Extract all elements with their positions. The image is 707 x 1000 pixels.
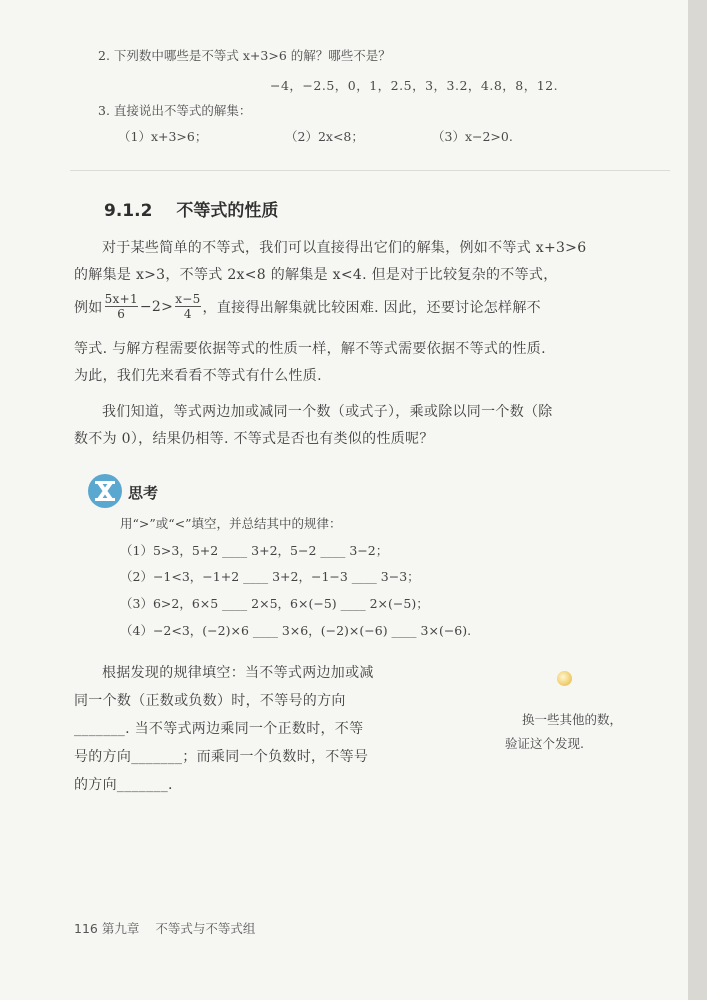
think-item-2: （2）−1<3，−1+2 ____ 3+2，−1−3 ____ 3−3； bbox=[120, 569, 420, 584]
page-edge bbox=[688, 0, 707, 1000]
paragraph-1-line-4: 等式. 与解方程需要依据等式的性质一样，解不等式需要依据不等式的性质. bbox=[74, 341, 546, 357]
sidenote-line-1: 换一些其他的数， bbox=[522, 712, 623, 727]
think-item-1: （1）5>3，5+2 ____ 3+2，5−2 ____ 3−2； bbox=[120, 543, 389, 558]
thinking-icon bbox=[88, 474, 122, 508]
fraction-1 bbox=[105, 292, 138, 321]
page-number: 116 bbox=[74, 921, 98, 936]
example-suffix: ，直接得出解集就比较困难. 因此，还要讨论怎样解不 bbox=[202, 299, 541, 316]
think-item-4: （4）−2<3，(−2)×6 ____ 3×6，(−2)×(−6) ____ 3×(−6). bbox=[120, 623, 472, 638]
chapter-title: 不等式与不等式组 bbox=[155, 921, 256, 936]
fraction-2-denominator: 4 bbox=[183, 307, 192, 321]
fraction-1-denominator: 6 bbox=[117, 307, 126, 321]
paragraph-1-line-3 bbox=[74, 292, 541, 321]
section-divider bbox=[70, 170, 670, 171]
paragraph-1-line-1: 对于某些简单的不等式，我们可以直接得出它们的解集，例如不等式 x+3>6 bbox=[102, 240, 587, 256]
example-prefix: 例如 bbox=[74, 299, 103, 316]
think-intro: 用“>”或“<”填空，并总结其中的规律： bbox=[120, 516, 342, 531]
fraction-1-numerator: 5x+1 bbox=[104, 292, 138, 306]
rule-line-2: 同一个数（正数或负数）时，不等号的方向 bbox=[74, 693, 346, 709]
section-heading bbox=[104, 196, 278, 221]
chapter-label: 第九章 bbox=[101, 921, 140, 936]
paragraph-1-line-2: 的解集是 x>3，不等式 2x<8 的解集是 x<4. 但是对于比较复杂的不等式， bbox=[74, 267, 558, 283]
fraction-2-numerator: x−5 bbox=[175, 292, 201, 306]
rule-line-4: 号的方向_______；而乘同一个负数时，不等号 bbox=[74, 749, 369, 765]
rule-line-5: 的方向_______. bbox=[74, 777, 173, 793]
think-item-3: （3）6>2，6×5 ____ 2×5，6×(−5) ____ 2×(−5)； bbox=[120, 596, 429, 611]
inequality-middle: −2> bbox=[139, 298, 174, 315]
rule-line-1: 根据发现的规律填空：当不等式两边加或减 bbox=[102, 665, 374, 681]
section-number: 9.1.2 bbox=[104, 201, 153, 221]
paragraph-2-line-1: 我们知道，等式两边加或减同一个数（或式子），乘或除以同一个数（除 bbox=[102, 404, 553, 420]
sidenote-line-2: 验证这个发现. bbox=[505, 736, 584, 751]
exercise-3-item-2: （2）2x<8； bbox=[285, 129, 364, 144]
exercise-3-item-1: （1）x+3>6； bbox=[118, 129, 208, 144]
think-title: 思考 bbox=[128, 484, 159, 502]
rule-line-3: _______. 当不等式两边乘同一个正数时，不等 bbox=[74, 721, 364, 737]
fraction-2 bbox=[175, 292, 200, 321]
exercise-3-question: 3. 直接说出不等式的解集： bbox=[98, 103, 252, 118]
paragraph-1-line-5: 为此，我们先来看看不等式有什么性质. bbox=[74, 368, 322, 384]
exercise-2-values: −4，−2.5，0，1，2.5，3，3.2，4.8，8，12. bbox=[270, 78, 559, 93]
page-footer bbox=[74, 919, 255, 937]
section-title: 不等式的性质 bbox=[176, 201, 279, 221]
paragraph-2-line-2: 数不为 0），结果仍相等. 不等式是否也有类似的性质呢？ bbox=[74, 431, 434, 447]
sidenote-dot-icon bbox=[557, 671, 572, 686]
exercise-2-question: 2. 下列数中哪些是不等式 x+3>6 的解？哪些不是？ bbox=[98, 48, 391, 63]
exercise-3-item-3: （3）x−2>0. bbox=[432, 129, 513, 144]
